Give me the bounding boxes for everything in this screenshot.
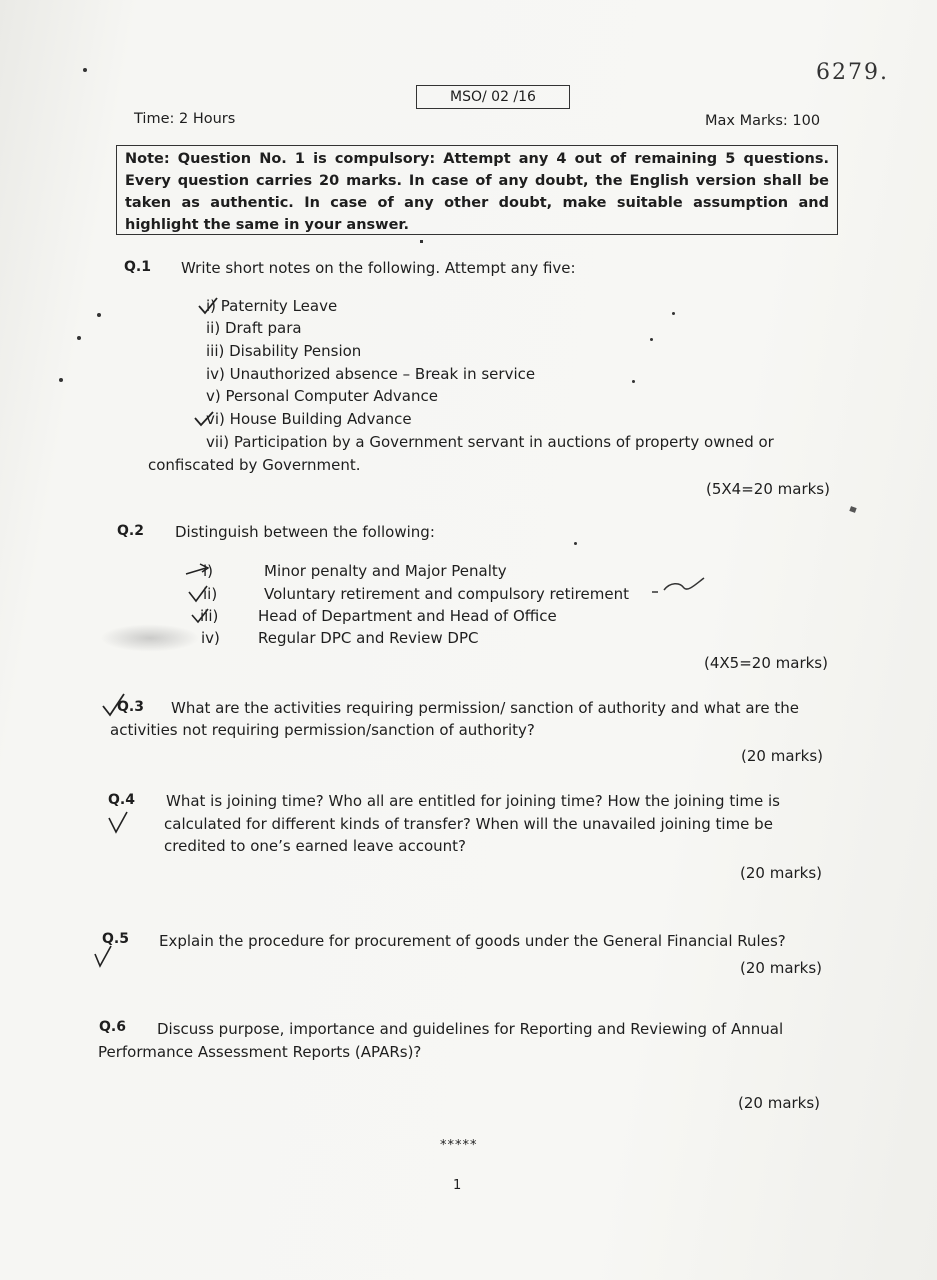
q4-line-2: calculated for different kinds of transfer? When will the unavailed joining time be bbox=[164, 815, 773, 833]
tick-mark-icon bbox=[100, 692, 126, 718]
q1-number: Q.1 bbox=[124, 259, 151, 275]
max-marks-label: Max Marks: 100 bbox=[705, 113, 821, 129]
q2-item-4: Regular DPC and Review DPC bbox=[258, 629, 479, 647]
page-number: 1 bbox=[453, 1178, 462, 1193]
q3-line-1: What are the activities requiring permission/ sanction of authority and what are the bbox=[171, 699, 799, 717]
q4-marks: (20 marks) bbox=[740, 864, 823, 882]
paper-speck bbox=[77, 336, 81, 340]
q2-item-1: Minor penalty and Major Penalty bbox=[264, 562, 507, 580]
tick-mark-icon bbox=[190, 607, 210, 625]
q2-numeral-1: i) bbox=[203, 562, 214, 580]
q1-item-5: v) Personal Computer Advance bbox=[206, 387, 438, 405]
paper-speck bbox=[574, 542, 577, 545]
q1-text: Write short notes on the following. Attempt any five: bbox=[181, 259, 576, 277]
paper-speck bbox=[632, 380, 635, 383]
tick-mark-icon bbox=[107, 810, 129, 834]
q4-line-3: credited to one’s earned leave account? bbox=[164, 837, 467, 855]
paper-code: MSO/ 02 /16 bbox=[416, 85, 570, 109]
scribble-icon bbox=[650, 574, 710, 596]
q2-marks: (4X5=20 marks) bbox=[704, 654, 828, 672]
q6-line-2: Performance Assessment Reports (APARs)? bbox=[98, 1043, 422, 1061]
q4-line-1: What is joining time? Who all are entitled for joining time? How the joining time is bbox=[166, 792, 780, 810]
end-stars: ***** bbox=[440, 1138, 478, 1153]
q3-number: Q.3 bbox=[117, 699, 144, 715]
q1-item-4: iv) Unauthorized absence – Break in service bbox=[206, 365, 536, 383]
tick-mark-icon bbox=[193, 410, 215, 428]
q1-item-3: iii) Disability Pension bbox=[206, 342, 362, 360]
q2-numeral-4: iv) bbox=[201, 629, 220, 647]
q5-number: Q.5 bbox=[102, 931, 129, 947]
paper-speck bbox=[83, 68, 87, 72]
q1-item-1: i) Paternity Leave bbox=[206, 297, 338, 315]
tick-mark-icon bbox=[197, 296, 219, 316]
paper-speck bbox=[650, 338, 653, 341]
q2-numeral-3: iii) bbox=[200, 607, 219, 625]
paper-speck bbox=[672, 312, 675, 315]
q3-line-2: activities not requiring permission/sanction of authority? bbox=[110, 721, 535, 739]
q1-item-7-continued: confiscated by Government. bbox=[148, 456, 361, 474]
q1-item-7: vii) Participation by a Government servant in auctions of property owned or bbox=[206, 433, 774, 451]
smudge-mark bbox=[100, 624, 200, 652]
q5-text: Explain the procedure for procurement of goods under the General Financial Rules? bbox=[159, 932, 786, 950]
q2-number: Q.2 bbox=[117, 523, 144, 539]
instructions-note: Note: Question No. 1 is compulsory: Attempt any 4 out of remaining 5 questions. Every question carries 20 marks. In case of any doubt, the English version shall be taken as authentic. In case of any other doubt, make suitable assumption and highlight the same in your answer. bbox=[116, 145, 838, 235]
tick-mark-icon bbox=[187, 584, 209, 604]
q3-marks: (20 marks) bbox=[741, 747, 824, 765]
paper-speck bbox=[97, 313, 101, 317]
time-label: Time: 2 Hours bbox=[134, 111, 236, 127]
q2-item-2: Voluntary retirement and compulsory retirement bbox=[264, 585, 629, 603]
paper-speck bbox=[59, 378, 63, 382]
q2-text: Distinguish between the following: bbox=[175, 523, 435, 541]
q6-line-1: Discuss purpose, importance and guidelines for Reporting and Reviewing of Annual bbox=[157, 1020, 784, 1038]
q1-item-2: ii) Draft para bbox=[206, 319, 302, 337]
q5-marks: (20 marks) bbox=[740, 959, 823, 977]
q1-item-6: vi) House Building Advance bbox=[206, 410, 412, 428]
q1-marks: (5X4=20 marks) bbox=[706, 480, 830, 498]
arrow-mark-icon bbox=[184, 562, 214, 578]
tick-mark-icon bbox=[93, 944, 113, 968]
q6-number: Q.6 bbox=[99, 1019, 126, 1035]
q2-numeral-2: ii) bbox=[203, 585, 218, 603]
q4-number: Q.4 bbox=[108, 792, 135, 808]
q6-marks: (20 marks) bbox=[738, 1094, 821, 1112]
q2-item-3: Head of Department and Head of Office bbox=[258, 607, 557, 625]
handwritten-number: 6279. bbox=[816, 60, 889, 85]
paper-speck bbox=[420, 240, 423, 243]
